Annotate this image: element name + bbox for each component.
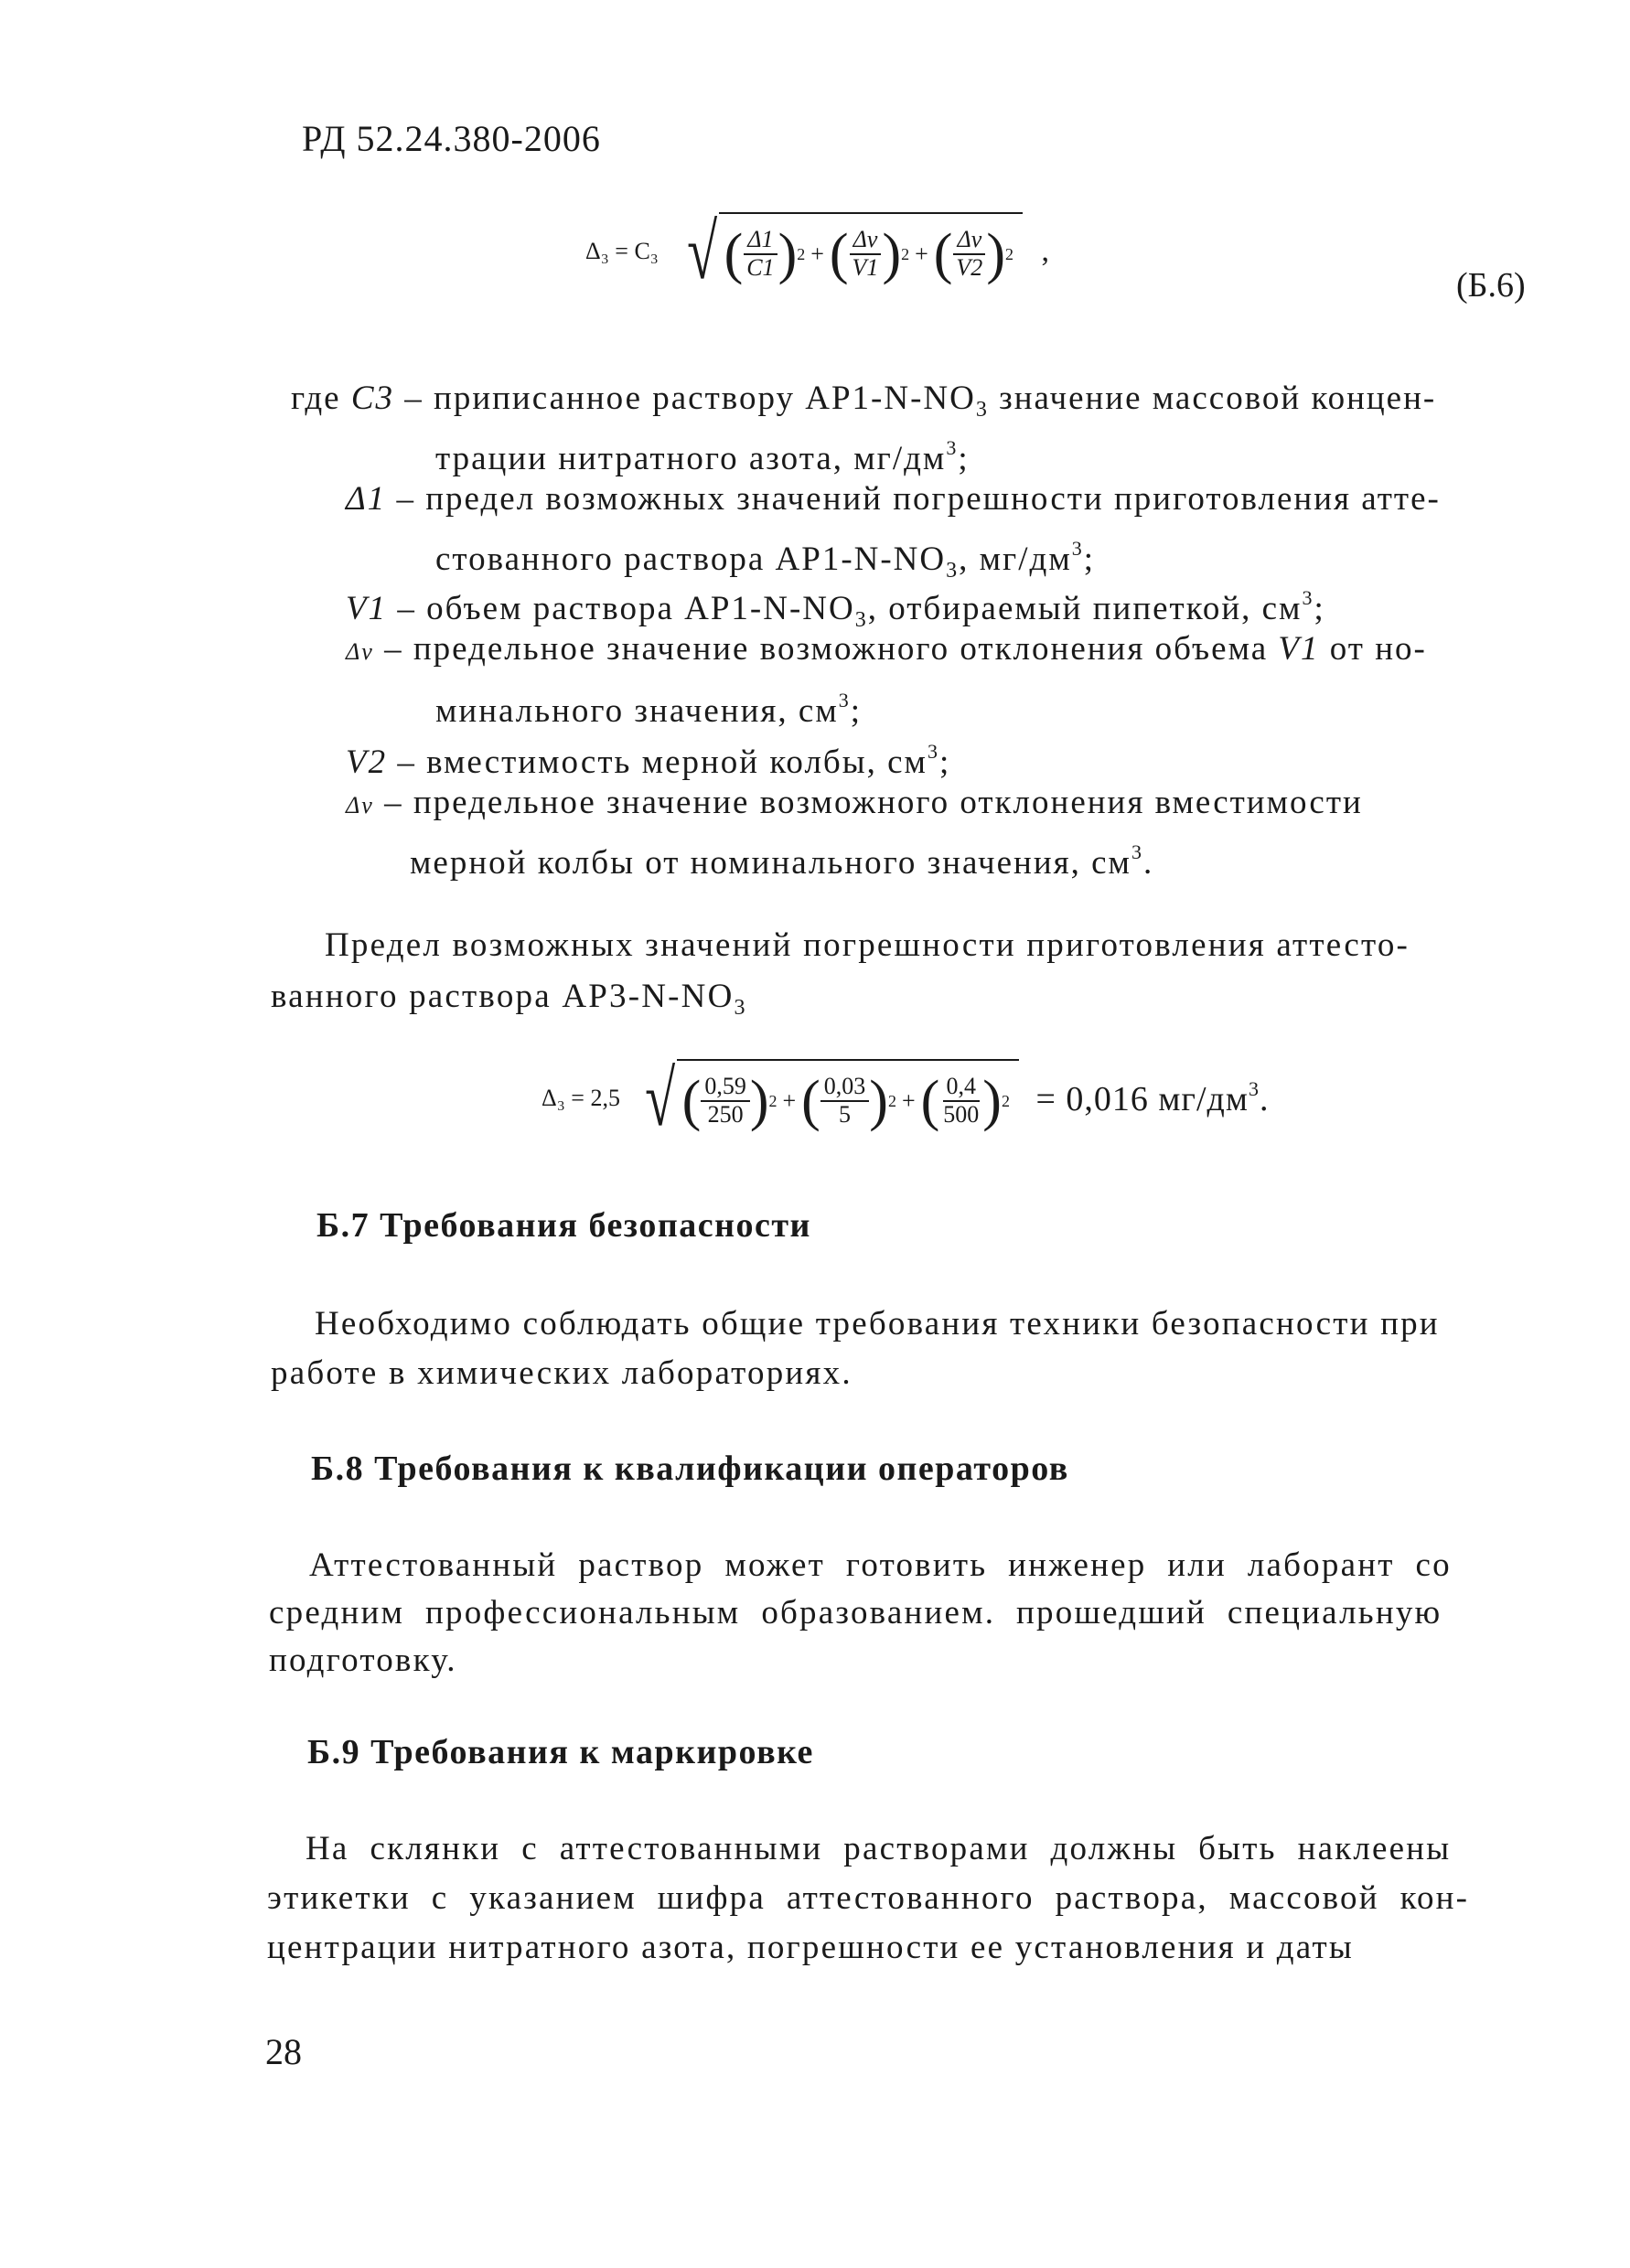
- sqrt: √ ( $\frac{0,59}{250}$ ) 2 + ( $\frac{0,03}{5}$ ) 2 + ( $\frac{0,4}{500}$ ) 2: [638, 1059, 1018, 1138]
- definition-deltav-1: Δv – предельное значение возможного отклонения объема V1 от но-: [346, 630, 1427, 668]
- limit-paragraph: Предел возможных значений погрешности приготовления аттесто-: [325, 926, 1410, 964]
- section-b8-line1: Аттестованный раствор может готовить инженер или лаборант со: [309, 1546, 1452, 1584]
- fraction: $\frac{0,59}{250}$: [701, 1074, 750, 1128]
- section-b9-line1: На склянки с аттестованными растворами должны быть наклеены: [306, 1830, 1452, 1867]
- fraction: $\frac{\Delta v}{V1}$: [849, 227, 883, 281]
- section-title-b9: Б.9 Требования к маркировке: [307, 1733, 814, 1771]
- section-b8-line2: средним профессиональным образованием. прошедший специальную: [269, 1594, 1442, 1631]
- definition-delta1-cont: стованного раствора $АР1-N-NO_3$, $мг/дм^3$;: [435, 537, 1096, 583]
- section-b7-line1: Необходимо соблюдать общие требования техники безопасности при: [315, 1305, 1440, 1343]
- definition-deltav-2: Δv – предельное значение возможного отклонения вместимости: [346, 784, 1363, 821]
- formula-b6: [585, 208, 1049, 295]
- fraction: $\frac{\Delta v}{V2}$: [952, 227, 986, 281]
- page-number: 28: [265, 2031, 302, 2072]
- definition-v1: V1 – объем раствора $АР1-N-NO_3$, отбираемый пипеткой, $см^3$;: [346, 586, 1325, 632]
- section-b9-line3: центрации нитратного азота, погрешности ее установления и даты: [267, 1929, 1354, 1966]
- calc-lhs: Δ₃ = 2,5: [542, 1085, 620, 1111]
- formula-lhs: Δ₃ = C₃: [585, 238, 659, 264]
- section-b9-line2: этикетки с указанием шифра аттестованного раствора, массовой кон-: [267, 1879, 1470, 1917]
- limit-paragraph-cont: ванного раствора $АР3-N-NO_3$: [271, 978, 747, 1020]
- calc-result: = 0,016 $мг/дм^3$.: [1035, 1077, 1270, 1118]
- section-title-b7: Б.7 Требования безопасности: [316, 1206, 811, 1245]
- equation-number: (Б.6): [1456, 266, 1526, 305]
- section-title-b8: Б.8 Требования к квалификации операторов: [311, 1450, 1069, 1488]
- sqrt: √ ( $\frac{\Delta 1}{C1}$ ) 2 + ( $\frac{\Delta v}{V1}$ ) 2 + ( $\frac{\Delta v}{V2}$ ) 2: [681, 212, 1023, 291]
- definition-c3: где C3 – приписанное раствору $АР1-N-NO_3$ значение массовой концен-: [291, 380, 1437, 422]
- section-b7-line2: работе в химических лабораториях.: [271, 1354, 853, 1392]
- fraction: $\frac{0,4}{500}$: [943, 1073, 980, 1128]
- definition-v2: V2 – вместимость мерной колбы, $см^3$;: [346, 740, 951, 781]
- definition-deltav-2-cont: мерной колбы от номинального значения, $см^3$.: [410, 840, 1154, 882]
- fraction: $\frac{\Delta 1}{C1}$: [743, 227, 777, 281]
- definition-c3-cont: трации нитратного азота, $мг/дм^3$;: [435, 436, 970, 477]
- fraction: $\frac{0,03}{5}$: [820, 1074, 870, 1128]
- formula-calculation: [542, 1054, 1270, 1142]
- definition-deltav-1-cont: минального значения, $см^3$;: [435, 689, 863, 730]
- definition-delta1: Δ1 – предел возможных значений погрешности приготовления атте-: [346, 480, 1441, 518]
- section-b8-line3: подготовку.: [269, 1642, 457, 1679]
- document-id: РД 52.24.380-2006: [302, 118, 601, 159]
- formula-comma: ,: [1041, 234, 1049, 268]
